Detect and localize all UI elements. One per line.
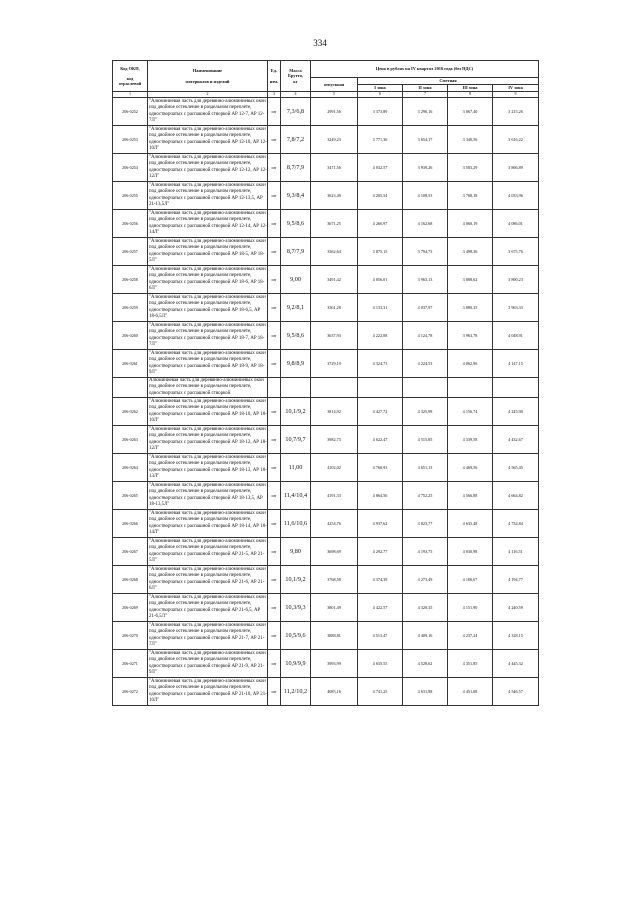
row-mass: 10,1/9,2 bbox=[281, 398, 311, 426]
row-price-zone-2: 4 162,68 bbox=[403, 210, 448, 238]
table-row bbox=[113, 622, 539, 650]
row-price-zone-3: 4 451,08 bbox=[448, 678, 493, 706]
page-number: 334 bbox=[313, 38, 327, 48]
row-name: "Алюминиевая часть для деревянно-алюминиевых окон под двойное остекление в раздельном переплете, одностворчатых с распашной створкой АР 18-7, АР 18-7Л" bbox=[148, 322, 268, 350]
row-price-zone-1: 4 374,39 bbox=[358, 566, 403, 594]
row-price-zone-1: 4 937,62 bbox=[358, 510, 403, 538]
row-price-zone-1: 4 292,77 bbox=[358, 538, 403, 566]
row-mass: 10,7/9,7 bbox=[281, 426, 311, 454]
table-row bbox=[113, 350, 539, 378]
row-name: "Алюминиевая часть для деревянно-алюминиевых окон под двойное остекление в раздельном переплете, одностворчатых с распашной створкой АР 18-6, АР 18-6Л" bbox=[148, 266, 268, 294]
row-price-zone-4: 4 664,82 bbox=[493, 482, 539, 510]
row-price-zone-1: 4 427,72 bbox=[358, 398, 403, 426]
table-row bbox=[113, 454, 539, 482]
row-code: 206-0270 bbox=[113, 622, 148, 650]
row-price-zone-3: 4 469,56 bbox=[448, 454, 493, 482]
row-price-zone-3: 3 880,35 bbox=[448, 294, 493, 322]
row-name: Алюминиевая часть для деревянно-алюминиевых окон под двойное остекление в раздельном переплете, одностворчатых с распашной створкой bbox=[148, 378, 268, 398]
row-code: 206-0254 bbox=[113, 154, 148, 182]
row-unit: шт bbox=[268, 238, 281, 266]
row-name: "Алюминиевая часть для деревянно-алюминиевых окон под двойное остекление в раздельном переплете, одностворчатых с распашной створкой АР 21-10, АР 21-10Л" bbox=[148, 678, 268, 706]
header-unit: Ед. изм. bbox=[268, 61, 281, 92]
row-price-release: 3561,28 bbox=[311, 294, 358, 322]
row-price-zone-3: 4 156,74 bbox=[448, 398, 493, 426]
header-code: Код ОКП, код отраслевой bbox=[113, 61, 148, 92]
row-price-release: 3491,42 bbox=[311, 266, 358, 294]
row-price-zone-3: 4 635,48 bbox=[448, 510, 493, 538]
table-body bbox=[113, 98, 539, 706]
row-name: "Алюминиевая часть для деревянно-алюминиевых окон под двойное остекление в раздельном переплете, одностворчатых с распашной створкой АР 18-14, АР 18-14Л" bbox=[148, 510, 268, 538]
row-mass: 8,7/7,9 bbox=[281, 238, 311, 266]
row-code: 206-0255 bbox=[113, 182, 148, 210]
row-price-release: 3801,49 bbox=[311, 594, 358, 622]
row-price-release: 3671,25 bbox=[311, 210, 358, 238]
row-price-zone-3: 4 062,96 bbox=[448, 350, 493, 378]
row-price-zone-4: 4 445,32 bbox=[493, 650, 539, 678]
row-price-zone-4: 3 963,33 bbox=[493, 294, 539, 322]
row-price-zone-4: 4 086,01 bbox=[493, 210, 539, 238]
row-price-zone-4: 3 866,89 bbox=[493, 154, 539, 182]
row-unit: шт bbox=[268, 126, 281, 154]
table-row bbox=[113, 126, 539, 154]
header-mass: Масса Брутто, кг bbox=[281, 61, 311, 92]
row-code: 206-0260 bbox=[113, 322, 148, 350]
table-row bbox=[113, 594, 539, 622]
row-price-zone-2: 4 752,25 bbox=[403, 482, 448, 510]
row-name: "Алюминиевая часть для деревянно-алюминиевых окон под двойное остекление в раздельном переплете, одностворчатых с распашной створкой АР 21-9, АР 21-9Л" bbox=[148, 650, 268, 678]
row-price-release: 3362,64 bbox=[311, 238, 358, 266]
row-price-zone-1 bbox=[358, 378, 403, 398]
row-price-zone-2: 4 320,35 bbox=[403, 594, 448, 622]
row-price-release: 3993,99 bbox=[311, 650, 358, 678]
table-row bbox=[113, 322, 539, 350]
table-row bbox=[113, 182, 539, 210]
row-price-zone-4: 4 734,84 bbox=[493, 510, 539, 538]
row-name: "Алюминиевая часть для деревянно-алюминиевых окон под двойное остекление в раздельном переплете, одностворчатых с распашной створкой АР 12-14, АР 12-14Л" bbox=[148, 210, 268, 238]
table-row bbox=[113, 678, 539, 706]
row-price-zone-4: 4 048,91 bbox=[493, 322, 539, 350]
row-price-zone-4 bbox=[493, 378, 539, 398]
row-name: "Алюминиевая часть для деревянно-алюминиевых окон под двойное остекление в раздельном переплете, одностворчатых с распашной створкой АР 21-5, АР 21-5Л" bbox=[148, 538, 268, 566]
table-row bbox=[113, 426, 539, 454]
row-price-zone-1: 4 760,93 bbox=[358, 454, 403, 482]
row-unit: шт bbox=[268, 154, 281, 182]
row-unit: шт bbox=[268, 594, 281, 622]
row-mass: 9,80 bbox=[281, 538, 311, 566]
row-code: 206-0267 bbox=[113, 538, 148, 566]
row-price-zone-3: 3 067,40 bbox=[448, 98, 493, 126]
row-mass: 9,2/8,1 bbox=[281, 294, 311, 322]
header-name: Наименование материалов и изделий bbox=[148, 61, 268, 92]
row-price-zone-2: 4 325,98 bbox=[403, 398, 448, 426]
row-mass: 10,1/9,2 bbox=[281, 566, 311, 594]
col-number: 3 bbox=[268, 92, 281, 98]
row-price-zone-3 bbox=[448, 378, 493, 398]
row-price-zone-1: 3 875,15 bbox=[358, 238, 403, 266]
row-price-zone-2: 4 037,97 bbox=[403, 294, 448, 322]
row-price-zone-4: 3 890,23 bbox=[493, 266, 539, 294]
row-price-zone-2: 3 963,13 bbox=[403, 266, 448, 294]
table-row bbox=[113, 98, 539, 126]
row-price-zone-4: 3 616,22 bbox=[493, 126, 539, 154]
row-code: 206-0262 bbox=[113, 398, 148, 426]
row-unit: шт bbox=[268, 482, 281, 510]
row-price-zone-4: 4 240,59 bbox=[493, 594, 539, 622]
row-price-zone-1: 4 864,56 bbox=[358, 482, 403, 510]
row-price-zone-3: 3 963,78 bbox=[448, 322, 493, 350]
row-price-release: 3471,56 bbox=[311, 154, 358, 182]
row-unit: шт bbox=[268, 566, 281, 594]
table-row bbox=[113, 650, 539, 678]
row-price-zone-4: 3 675,76 bbox=[493, 238, 539, 266]
table-row bbox=[113, 378, 539, 398]
col-number: 7 bbox=[403, 92, 448, 98]
row-price-zone-3: 4 030,98 bbox=[448, 538, 493, 566]
table-row bbox=[113, 154, 539, 182]
row-unit: шт bbox=[268, 210, 281, 238]
col-number: 2 bbox=[148, 92, 268, 98]
row-price-zone-3: 3 768,18 bbox=[448, 182, 493, 210]
row-code: 206-0266 bbox=[113, 510, 148, 538]
row-price-zone-1: 3 771,36 bbox=[358, 126, 403, 154]
row-price-zone-4: 4 546,57 bbox=[493, 678, 539, 706]
row-price-zone-1: 4 032,57 bbox=[358, 154, 403, 182]
row-mass: 11,4/10,4 bbox=[281, 482, 311, 510]
row-price-release bbox=[311, 378, 358, 398]
table-row bbox=[113, 398, 539, 426]
row-price-zone-2: 4 528,62 bbox=[403, 650, 448, 678]
row-code: 206-0271 bbox=[113, 650, 148, 678]
table-row bbox=[113, 294, 539, 322]
row-price-zone-2: 4 124,78 bbox=[403, 322, 448, 350]
row-price-zone-4: 4 147,15 bbox=[493, 350, 539, 378]
row-price-zone-2: 4 409,16 bbox=[403, 622, 448, 650]
row-price-zone-1: 4 635,55 bbox=[358, 650, 403, 678]
row-price-zone-2: 4 631,88 bbox=[403, 678, 448, 706]
row-code: 206-0263 bbox=[113, 426, 148, 454]
row-mass: 11,00 bbox=[281, 454, 311, 482]
row-code: 206-0259 bbox=[113, 294, 148, 322]
row-price-zone-2: 4 651,13 bbox=[403, 454, 448, 482]
row-name: "Алюминиевая часть для деревянно-алюминиевых окон под двойное остекление в раздельном переплете, одностворчатых с распашной створкой АР 21-6, АР 21-6Л" bbox=[148, 566, 268, 594]
row-code: 206-0252 bbox=[113, 98, 148, 126]
row-name: "Алюминиевая часть для деревянно-алюминиевых окон под двойное остекление в раздельном переплете, одностворчатых с распашной створкой АР 12-10, АР 12-10Л" bbox=[148, 126, 268, 154]
row-price-release: 4102,02 bbox=[311, 454, 358, 482]
row-mass: 9,3/8,4 bbox=[281, 182, 311, 210]
row-mass: 7,8/7,2 bbox=[281, 126, 311, 154]
row-name: "Алюминиевая часть для деревянно-алюминиевых окон под двойное остекление в раздельном переплете, одностворчатых с распашной створкой АР 21-6,5, АР 21-6,5Л" bbox=[148, 594, 268, 622]
header-price-title: Цена в рублях на IV квартал 2016 года (без НДС) bbox=[311, 61, 539, 78]
row-price-zone-3: 4 339,58 bbox=[448, 426, 493, 454]
row-price-zone-2: 4 515,85 bbox=[403, 426, 448, 454]
header-zone-4: IV зона bbox=[493, 85, 539, 92]
row-unit: шт bbox=[268, 622, 281, 650]
header-zone-1: I зона bbox=[358, 85, 403, 92]
row-code: 206-0265 bbox=[113, 482, 148, 510]
row-name: "Алюминиевая часть для деревянно-алюминиевых окон под двойное остекление в раздельном переплете, одностворчатых с распашной створкой АР 18-13, АР 18-13Л" bbox=[148, 454, 268, 482]
header-release-price: отпускная bbox=[311, 78, 358, 92]
row-code: 206-0268 bbox=[113, 566, 148, 594]
row-mass: 10,3/9,3 bbox=[281, 594, 311, 622]
row-price-zone-1: 4 513,47 bbox=[358, 622, 403, 650]
row-price-release: 3249,23 bbox=[311, 126, 358, 154]
row-mass: 7,3/6,8 bbox=[281, 98, 311, 126]
row-price-zone-1: 4 056,01 bbox=[358, 266, 403, 294]
row-price-zone-1: 4 324,73 bbox=[358, 350, 403, 378]
header-estimate-price: Сметная bbox=[358, 78, 539, 85]
row-mass: 9,5/8,6 bbox=[281, 210, 311, 238]
row-code bbox=[113, 378, 148, 398]
row-price-release: 3729,19 bbox=[311, 350, 358, 378]
row-unit: шт bbox=[268, 678, 281, 706]
row-name: "Алюминиевая часть для деревянно-алюминиевых окон под двойное остекление в раздельном переплете, одностворчатых с распашной створкой АР 18-12, АР 18-12Л" bbox=[148, 426, 268, 454]
row-price-zone-1: 4 260,97 bbox=[358, 210, 403, 238]
row-name: "Алюминиевая часть для деревянно-алюминиевых окон под двойное остекление в раздельном переплете, одностворчатых с распашной створкой АР 18-13,5, АР 18-13,5Л" bbox=[148, 482, 268, 510]
row-price-release: 3698,69 bbox=[311, 538, 358, 566]
row-price-zone-2: 3 296,16 bbox=[403, 98, 448, 126]
row-price-zone-2: 3 794,73 bbox=[403, 238, 448, 266]
row-price-zone-1: 4 222,08 bbox=[358, 322, 403, 350]
row-price-zone-3: 4 237,24 bbox=[448, 622, 493, 650]
row-code: 206-0257 bbox=[113, 238, 148, 266]
row-unit bbox=[268, 378, 281, 398]
row-price-zone-1: 4 205,54 bbox=[358, 182, 403, 210]
row-price-zone-1: 4 133,31 bbox=[358, 294, 403, 322]
row-price-zone-4: 4 565,45 bbox=[493, 454, 539, 482]
row-name: "Алюминиевая часть для деревянно-алюминиевых окон под двойное остекление в раздельном переплете, одностворчатых с распашной створкой АР 18-6,5, АР 18-6,5Л" bbox=[148, 294, 268, 322]
row-unit: шт bbox=[268, 294, 281, 322]
row-price-release: 2991,56 bbox=[311, 98, 358, 126]
table-row bbox=[113, 510, 539, 538]
row-price-zone-2: 3 654,17 bbox=[403, 126, 448, 154]
table-row bbox=[113, 266, 539, 294]
table-header bbox=[113, 61, 539, 98]
row-price-zone-2: 4 224,53 bbox=[403, 350, 448, 378]
row-unit: шт bbox=[268, 510, 281, 538]
row-price-zone-2: 4 108,53 bbox=[403, 182, 448, 210]
row-mass: 9,8/8,9 bbox=[281, 350, 311, 378]
row-price-release: 4191,33 bbox=[311, 482, 358, 510]
row-unit: шт bbox=[268, 426, 281, 454]
row-price-zone-1: 4 741,25 bbox=[358, 678, 403, 706]
row-mass: 9,00 bbox=[281, 266, 311, 294]
row-unit: шт bbox=[268, 398, 281, 426]
row-unit: шт bbox=[268, 350, 281, 378]
row-unit: шт bbox=[268, 266, 281, 294]
row-unit: шт bbox=[268, 454, 281, 482]
row-price-release: 3637,93 bbox=[311, 322, 358, 350]
col-number: 9 bbox=[493, 92, 539, 98]
table-row bbox=[113, 538, 539, 566]
row-name: "Алюминиевая часть для деревянно-алюминиевых окон под двойное остекление в раздельном переплете, одностворчатых с распашной створкой АР 12-7, АР 12-7Л" bbox=[148, 98, 268, 126]
row-price-zone-3: 3 340,56 bbox=[448, 126, 493, 154]
row-price-zone-2: 4 193,75 bbox=[403, 538, 448, 566]
row-code: 206-0272 bbox=[113, 678, 148, 706]
row-price-zone-2: 4 823,77 bbox=[403, 510, 448, 538]
row-price-zone-3: 3 583,29 bbox=[448, 154, 493, 182]
row-price-zone-4: 4 245,90 bbox=[493, 398, 539, 426]
table-row bbox=[113, 566, 539, 594]
row-mass: 9,5/8,6 bbox=[281, 322, 311, 350]
col-number: 6 bbox=[358, 92, 403, 98]
row-name: "Алюминиевая часть для деревянно-алюминиевых окон под двойное остекление в раздельном переплете, одностворчатых с распашной створкой АР 21-7, АР 21-7Л" bbox=[148, 622, 268, 650]
table-row bbox=[113, 238, 539, 266]
table-row bbox=[113, 210, 539, 238]
row-price-release: 3623,49 bbox=[311, 182, 358, 210]
row-price-release: 3982,73 bbox=[311, 426, 358, 454]
row-name: "Алюминиевая часть для деревянно-алюминиевых окон под двойное остекление в раздельном переплете, одностворчатых с распашной створкой АР 18-9, АР 18-9Л" bbox=[148, 350, 268, 378]
row-unit: шт bbox=[268, 322, 281, 350]
col-number: 8 bbox=[448, 92, 493, 98]
table-row bbox=[113, 482, 539, 510]
row-price-zone-4: 3 215,26 bbox=[493, 98, 539, 126]
header-zone-3: III зона bbox=[448, 85, 493, 92]
col-number: 4 bbox=[281, 92, 311, 98]
row-unit: шт bbox=[268, 538, 281, 566]
row-mass: 10,5/9,6 bbox=[281, 622, 311, 650]
row-price-zone-3: 4 106,67 bbox=[448, 566, 493, 594]
row-price-zone-4: 4 033,96 bbox=[493, 182, 539, 210]
row-name: "Алюминиевая часть для деревянно-алюминиевых окон под двойное остекление в раздельном переплете, одностворчатых с распашной створкой АР 18-5, АР 18-5Л" bbox=[148, 238, 268, 266]
header-zone-2: II зона bbox=[403, 85, 448, 92]
row-mass: 8,7/7,9 bbox=[281, 154, 311, 182]
row-price-zone-3: 3 498,36 bbox=[448, 238, 493, 266]
row-code: 206-0264 bbox=[113, 454, 148, 482]
row-price-zone-3: 4 351,85 bbox=[448, 650, 493, 678]
row-price-release: 3814,92 bbox=[311, 398, 358, 426]
row-mass: 11,2/10,2 bbox=[281, 678, 311, 706]
row-mass: 11,6/10,6 bbox=[281, 510, 311, 538]
row-price-zone-2 bbox=[403, 378, 448, 398]
col-number: 5 bbox=[311, 92, 358, 98]
row-mass bbox=[281, 378, 311, 398]
row-code: 206-0253 bbox=[113, 126, 148, 154]
row-price-release: 3768,58 bbox=[311, 566, 358, 594]
row-price-zone-3: 4 151,90 bbox=[448, 594, 493, 622]
row-code: 206-0256 bbox=[113, 210, 148, 238]
row-name: "Алюминиевая часть для деревянно-алюминиевых окон под двойное остекление в раздельном переплете, одностворчатых с распашной створкой АР 12-13,5, АР 21-13,5Л" bbox=[148, 182, 268, 210]
row-price-zone-1: 3 373,89 bbox=[358, 98, 403, 126]
row-price-release: 4254,76 bbox=[311, 510, 358, 538]
row-unit: шт bbox=[268, 182, 281, 210]
row-code: 206-0269 bbox=[113, 594, 148, 622]
row-price-zone-4: 4 432,67 bbox=[493, 426, 539, 454]
row-code: 206-0261 bbox=[113, 350, 148, 378]
row-code: 206-0258 bbox=[113, 266, 148, 294]
row-name: "Алюминиевая часть для деревянно-алюминиевых окон под двойное остекление в раздельном переплете, одностворчатых с распашной створкой АР 18-10, АР 18-10Л" bbox=[148, 398, 268, 426]
row-price-zone-4: 4 328,15 bbox=[493, 622, 539, 650]
row-price-zone-1: 4 422,57 bbox=[358, 594, 403, 622]
row-unit: шт bbox=[268, 650, 281, 678]
row-unit: шт bbox=[268, 98, 281, 126]
row-price-release: 3888,81 bbox=[311, 622, 358, 650]
row-price-zone-3: 4 060,19 bbox=[448, 210, 493, 238]
row-price-zone-1: 4 622,47 bbox=[358, 426, 403, 454]
row-mass: 10,9/9,9 bbox=[281, 650, 311, 678]
price-table bbox=[112, 60, 539, 706]
row-price-zone-4: 4 194,77 bbox=[493, 566, 539, 594]
row-price-zone-3: 4 566,88 bbox=[448, 482, 493, 510]
row-price-zone-2: 3 939,26 bbox=[403, 154, 448, 182]
row-price-zone-3: 3 808,62 bbox=[448, 266, 493, 294]
row-price-release: 4085,16 bbox=[311, 678, 358, 706]
row-price-zone-2: 4 273,49 bbox=[403, 566, 448, 594]
col-number: 1 bbox=[113, 92, 148, 98]
row-name: "Алюминиевая часть для деревянно-алюминиевых окон под двойное остекление в раздельном переплете, одностворчатых с распашной створкой АР 12-12, АР 12-12Л" bbox=[148, 154, 268, 182]
row-price-zone-4: 4 116,51 bbox=[493, 538, 539, 566]
